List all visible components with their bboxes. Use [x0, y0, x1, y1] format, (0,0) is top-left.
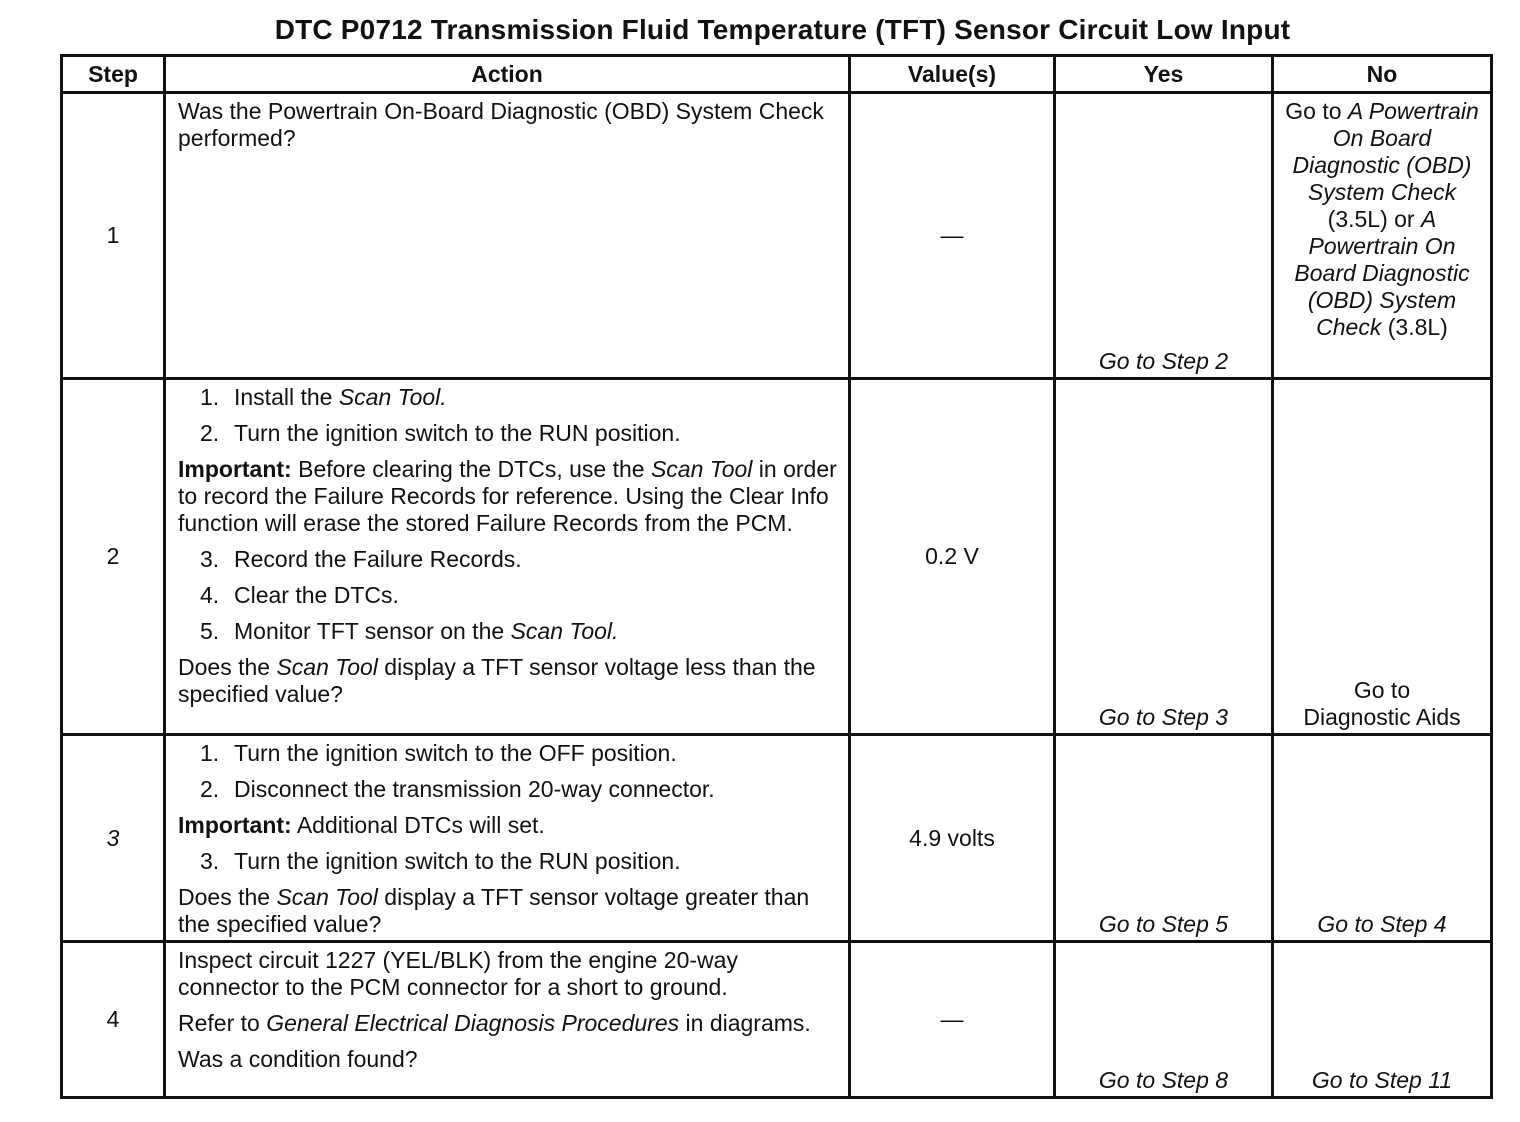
no-link: A Powertrain On Board Diagnostic (OBD) System Check [1294, 206, 1470, 340]
no-link: A Powertrain On Board Diagnostic (OBD) System Check [1292, 98, 1479, 205]
action-question: Does the Scan Tool display a TFT sensor voltage less than the specified value? [178, 654, 816, 707]
no-cell [1273, 735, 1492, 942]
table-header-row [62, 56, 1492, 93]
yes-cell [1055, 735, 1273, 942]
no-goto: Go to Step 11 [1311, 1067, 1453, 1093]
yes-cell [1055, 93, 1273, 379]
action-list-item: 3. Record the Failure Records. [200, 546, 522, 572]
action-question: Was the Powertrain On-Board Diagnostic (OBD) System Check performed? [178, 98, 824, 151]
header-yes: Yes [1055, 56, 1273, 93]
no-cell [1273, 942, 1492, 1098]
step-number: 2 [62, 379, 165, 735]
value-cell: 0.2 V [850, 379, 1055, 735]
no-text: (3.8L) [1381, 314, 1448, 340]
no-text: Diagnostic Aids [1303, 704, 1461, 730]
value-cell: — [850, 93, 1055, 379]
no-cell [1273, 379, 1492, 735]
action-list-item: 1. Install the Scan Tool. [200, 384, 447, 410]
action-question: Was a condition found? [178, 1046, 418, 1072]
action-list-item: 1. Turn the ignition switch to the OFF position. [200, 740, 677, 766]
no-text: (3.5L) or [1327, 206, 1421, 232]
yes-goto: Go to Step 3 [1098, 704, 1229, 730]
action-cell [165, 735, 850, 942]
action-list-item: 5. Monitor TFT sensor on the Scan Tool. [200, 618, 619, 644]
no-text: Go to [1353, 677, 1411, 703]
yes-cell [1055, 942, 1273, 1098]
action-paragraph: Refer to General Electrical Diagnosis Procedures in diagrams. [178, 1010, 811, 1036]
table-row [62, 93, 1492, 379]
header-no: No [1273, 56, 1492, 93]
important-note: Important: Before clearing the DTCs, use the Scan Tool in order to record the Failure Records for reference. Using the Clear Info function will erase the stored Failure Records from the PCM. [178, 456, 837, 536]
table-row [62, 735, 1492, 942]
action-question: Does the Scan Tool display a TFT sensor voltage greater than the specified value? [178, 884, 810, 937]
table-row [62, 942, 1492, 1098]
important-note: Important: Additional DTCs will set. [178, 812, 545, 838]
no-goto: Go to Step 4 [1317, 911, 1447, 937]
yes-goto: Go to Step 5 [1098, 911, 1229, 937]
yes-goto: Go to Step 8 [1098, 1067, 1229, 1093]
no-cell [1273, 93, 1492, 379]
header-step: Step [62, 56, 165, 93]
action-list-item: 2. Turn the ignition switch to the RUN position. [200, 420, 681, 446]
action-cell [165, 93, 850, 379]
action-list-item: 2. Disconnect the transmission 20-way connector. [200, 776, 715, 802]
diagnostic-table [60, 54, 1493, 1099]
yes-cell [1055, 379, 1273, 735]
step-number: 4 [62, 942, 165, 1098]
action-paragraph: Inspect circuit 1227 (YEL/BLK) from the engine 20-way connector to the PCM connector for a short to ground. [178, 947, 738, 1000]
table-row [62, 379, 1492, 735]
header-action: Action [165, 56, 850, 93]
action-list-item: 3. Turn the ignition switch to the RUN position. [200, 848, 681, 874]
step-number: 1 [62, 93, 165, 379]
action-cell [165, 942, 850, 1098]
step-number: 3 [62, 735, 165, 942]
value-cell: — [850, 942, 1055, 1098]
yes-goto: Go to Step 2 [1098, 348, 1229, 374]
header-values: Value(s) [850, 56, 1055, 93]
action-cell [165, 379, 850, 735]
no-text: Go to [1285, 98, 1348, 124]
value-cell: 4.9 volts [850, 735, 1055, 942]
action-list-item: 4. Clear the DTCs. [200, 582, 399, 608]
page-title: DTC P0712 Transmission Fluid Temperature (TFT) Sensor Circuit Low Input [274, 14, 1291, 45]
